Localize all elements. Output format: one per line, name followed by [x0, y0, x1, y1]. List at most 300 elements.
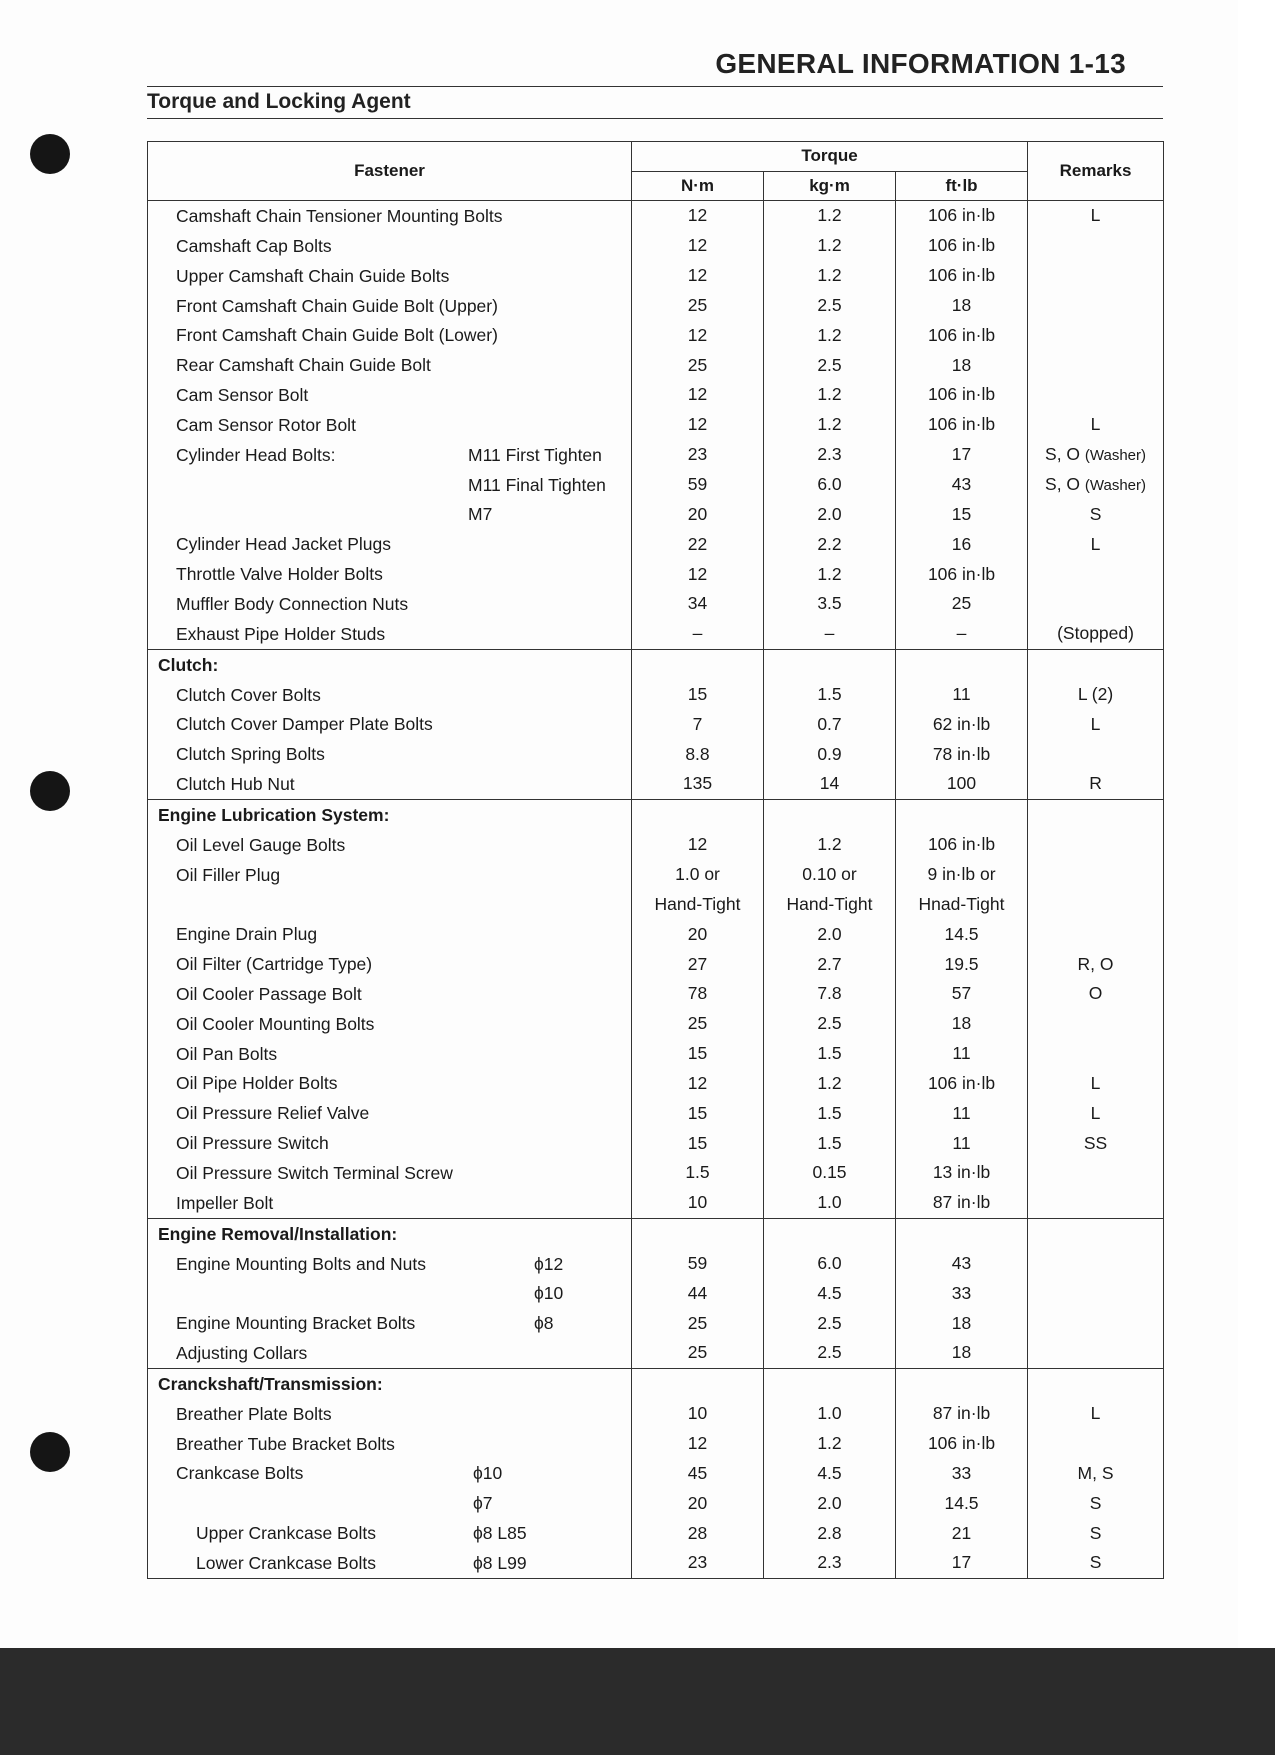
torque-kgm-cell: 1.2 [764, 1068, 896, 1098]
binder-hole [30, 1432, 70, 1472]
empty-cell [1028, 1218, 1164, 1248]
torque-kgm-cell: 2.5 [764, 1009, 896, 1039]
fastener-name: Exhaust Pipe Holder Studs [176, 623, 386, 644]
torque-ftlb-cell: 106 in·lb [896, 1068, 1028, 1098]
table-row [148, 1399, 1164, 1429]
table-row [148, 1429, 1164, 1459]
empty-cell [1028, 649, 1164, 679]
fastener-cell [148, 380, 632, 410]
empty-cell [632, 799, 764, 829]
fastener-name: Clutch Hub Nut [176, 774, 295, 795]
remarks-cell [1028, 889, 1164, 919]
torque-kgm-cell: 1.2 [764, 559, 896, 589]
fastener-name: Oil Filter (Cartridge Type) [176, 954, 373, 975]
empty-cell [764, 799, 896, 829]
remarks-cell [1028, 1158, 1164, 1188]
empty-cell [896, 649, 1028, 679]
remarks-cell [1028, 1009, 1164, 1039]
table-row [148, 380, 1164, 410]
torque-ftlb-cell: 106 in·lb [896, 201, 1028, 231]
empty-cell [632, 1218, 764, 1248]
table-row [148, 709, 1164, 739]
fastener-name: Camshaft Cap Bolts [176, 235, 332, 256]
torque-nm-cell: 12 [632, 231, 764, 261]
torque-ftlb-cell: – [896, 619, 1028, 649]
table-row [148, 231, 1164, 261]
torque-kgm-cell: 1.2 [764, 231, 896, 261]
table-row [148, 1128, 1164, 1158]
table-row [148, 1548, 1164, 1578]
torque-ftlb-cell: 106 in·lb [896, 380, 1028, 410]
torque-ftlb-cell: 18 [896, 350, 1028, 380]
table-row [148, 919, 1164, 949]
fastener-name: Oil Pressure Switch Terminal Screw [176, 1163, 453, 1183]
fastener-cell [148, 1399, 632, 1429]
table-row [148, 201, 1164, 231]
remarks-cell: R [1028, 769, 1164, 799]
header-kgm: kg·m [764, 171, 896, 201]
fastener-name: Oil Filler Plug [176, 864, 281, 885]
fastener-spec: M11 First Tighten [468, 444, 602, 465]
empty-cell [1028, 799, 1164, 829]
fastener-cell [148, 739, 632, 769]
torque-nm-cell: 12 [632, 410, 764, 440]
torque-kgm-cell: Hand-Tight [764, 889, 896, 919]
torque-nm-cell: 12 [632, 320, 764, 350]
table-row [148, 1068, 1164, 1098]
table-row [148, 291, 1164, 321]
torque-nm-cell: – [632, 619, 764, 649]
remarks-cell: S [1028, 1548, 1164, 1578]
fastener-cell [148, 619, 632, 649]
table-row [148, 1188, 1164, 1218]
remarks-cell [1028, 231, 1164, 261]
group-row [148, 649, 1164, 679]
remarks-cell [1028, 919, 1164, 949]
torque-kgm-cell: 2.0 [764, 499, 896, 529]
table-row [148, 830, 1164, 860]
table-row [148, 440, 1164, 470]
fastener-cell [148, 949, 632, 979]
fastener-name: Impeller Bolt [176, 1192, 274, 1213]
remarks-cell: L [1028, 1399, 1164, 1429]
torque-nm-cell: 12 [632, 559, 764, 589]
torque-kgm-cell: 2.3 [764, 1548, 896, 1578]
torque-kgm-cell: 2.5 [764, 1338, 896, 1368]
torque-ftlb-cell: 18 [896, 1009, 1028, 1039]
fastener-cell [148, 1039, 632, 1069]
table-row [148, 1098, 1164, 1128]
torque-nm-cell: 7 [632, 709, 764, 739]
fastener-cell [148, 799, 632, 829]
remarks-cell [1028, 860, 1164, 890]
remarks-cell [1028, 350, 1164, 380]
empty-cell [764, 1218, 896, 1248]
torque-ftlb-cell: 13 in·lb [896, 1158, 1028, 1188]
fastener-cell [148, 1158, 632, 1188]
remarks-cell [1028, 261, 1164, 291]
fastener-cell [148, 680, 632, 710]
section-divider [147, 118, 1163, 119]
table-row [148, 320, 1164, 350]
torque-kgm-cell: 1.2 [764, 320, 896, 350]
torque-kgm-cell: 2.8 [764, 1518, 896, 1548]
torque-ftlb-cell: 106 in·lb [896, 410, 1028, 440]
torque-kgm-cell: 0.15 [764, 1158, 896, 1188]
torque-nm-cell: Hand-Tight [632, 889, 764, 919]
torque-nm-cell: 12 [632, 201, 764, 231]
table-row [148, 589, 1164, 619]
fastener-cell [148, 1068, 632, 1098]
fastener-cell [148, 1098, 632, 1128]
torque-kgm-cell: 2.5 [764, 350, 896, 380]
torque-nm-cell: 20 [632, 1488, 764, 1518]
torque-ftlb-cell: 25 [896, 589, 1028, 619]
empty-cell [896, 799, 1028, 829]
torque-nm-cell: 8.8 [632, 739, 764, 769]
torque-nm-cell: 12 [632, 1068, 764, 1098]
torque-nm-cell: 34 [632, 589, 764, 619]
torque-ftlb-cell: 78 in·lb [896, 739, 1028, 769]
torque-ftlb-cell: 14.5 [896, 919, 1028, 949]
torque-ftlb-cell: Hnad-Tight [896, 889, 1028, 919]
torque-ftlb-cell: 106 in·lb [896, 261, 1028, 291]
torque-kgm-cell: 1.2 [764, 261, 896, 291]
torque-nm-cell: 15 [632, 1098, 764, 1128]
remarks-note: (Washer) [1084, 477, 1147, 495]
fastener-cell [148, 470, 632, 500]
fastener-name: Oil Level Gauge Bolts [176, 834, 346, 855]
fastener-spec: ϕ10 [534, 1283, 564, 1304]
fastener-name: Camshaft Chain Tensioner Mounting Bolts [176, 206, 503, 226]
torque-nm-cell: 25 [632, 1308, 764, 1338]
torque-ftlb-cell: 11 [896, 1039, 1028, 1069]
torque-nm-cell: 25 [632, 291, 764, 321]
torque-ftlb-cell: 87 in·lb [896, 1399, 1028, 1429]
fastener-cell [148, 1278, 632, 1308]
torque-ftlb-cell: 16 [896, 529, 1028, 559]
table-row [148, 410, 1164, 440]
torque-kgm-cell: 14 [764, 769, 896, 799]
fastener-cell [148, 1518, 632, 1548]
remarks-cell [1028, 739, 1164, 769]
table-row [148, 470, 1164, 500]
torque-kgm-cell: 2.2 [764, 529, 896, 559]
torque-nm-cell: 12 [632, 1429, 764, 1459]
torque-nm-cell: 25 [632, 350, 764, 380]
table-row [148, 1308, 1164, 1338]
remarks-cell [1028, 1308, 1164, 1338]
table-row [148, 1278, 1164, 1308]
fastener-name: Throttle Valve Holder Bolts [176, 564, 383, 585]
torque-ftlb-cell: 100 [896, 769, 1028, 799]
table-row [148, 979, 1164, 1009]
page-header-title: GENERAL INFORMATION 1-13 [715, 48, 1126, 79]
fastener-cell [148, 1368, 632, 1398]
torque-ftlb-cell: 106 in·lb [896, 1429, 1028, 1459]
torque-ftlb-cell: 15 [896, 499, 1028, 529]
torque-ftlb-cell: 43 [896, 470, 1028, 500]
empty-cell [764, 1368, 896, 1398]
torque-nm-cell: 25 [632, 1338, 764, 1368]
torque-ftlb-cell: 18 [896, 1308, 1028, 1338]
fastener-cell [148, 320, 632, 350]
remarks-note: (Washer) [1084, 447, 1147, 465]
fastener-name: Oil Pipe Holder Bolts [176, 1073, 338, 1094]
torque-ftlb-cell: 14.5 [896, 1488, 1028, 1518]
fastener-cell [148, 1548, 632, 1578]
table-row [148, 769, 1164, 799]
table-row [148, 1458, 1164, 1488]
torque-kgm-cell: 1.2 [764, 201, 896, 231]
empty-cell [896, 1218, 1028, 1248]
torque-kgm-cell: 4.5 [764, 1458, 896, 1488]
fastener-cell [148, 830, 632, 860]
table-row [148, 1009, 1164, 1039]
fastener-cell [148, 1128, 632, 1158]
torque-ftlb-cell: 19.5 [896, 949, 1028, 979]
fastener-cell [148, 979, 632, 1009]
fastener-name: Cam Sensor Bolt [176, 385, 309, 406]
fastener-spec: ϕ8 [534, 1313, 554, 1334]
fastener-cell [148, 649, 632, 679]
remarks-cell: L [1028, 201, 1164, 231]
fastener-name: Clutch Spring Bolts [176, 744, 325, 765]
table-row [148, 1039, 1164, 1069]
remarks-cell: L [1028, 410, 1164, 440]
remarks-cell: SS [1028, 1128, 1164, 1158]
remarks-cell: (Stopped) [1028, 619, 1164, 649]
fastener-cell [148, 529, 632, 559]
fastener-cell [148, 919, 632, 949]
torque-ftlb-cell: 17 [896, 440, 1028, 470]
empty-cell [1028, 1368, 1164, 1398]
fastener-name: Oil Cooler Passage Bolt [176, 983, 362, 1004]
remarks-cell [1028, 589, 1164, 619]
fastener-cell [148, 860, 632, 890]
torque-nm-cell: 1.5 [632, 1158, 764, 1188]
table-row [148, 1338, 1164, 1368]
header-divider [147, 86, 1163, 87]
fastener-name: Front Camshaft Chain Guide Bolt (Lower) [176, 325, 498, 346]
fastener-name: Cylinder Head Jacket Plugs [176, 534, 391, 555]
torque-nm-cell: 44 [632, 1278, 764, 1308]
table-row [148, 559, 1164, 589]
remarks-cell [1028, 1338, 1164, 1368]
torque-nm-cell: 12 [632, 261, 764, 291]
torque-nm-cell: 59 [632, 470, 764, 500]
torque-kgm-cell: 4.5 [764, 1278, 896, 1308]
fastener-cell [148, 261, 632, 291]
empty-cell [632, 649, 764, 679]
fastener-cell [148, 1308, 632, 1338]
fastener-spec: ϕ12 [534, 1253, 564, 1274]
torque-nm-cell: 10 [632, 1399, 764, 1429]
torque-nm-cell: 28 [632, 1518, 764, 1548]
remarks-cell [1028, 1278, 1164, 1308]
torque-kgm-cell: 1.5 [764, 1098, 896, 1128]
binder-hole [30, 134, 70, 174]
header-torque: Torque [632, 142, 1028, 172]
torque-kgm-cell: 0.10 or [764, 860, 896, 890]
torque-kgm-cell: 1.2 [764, 380, 896, 410]
fastener-spec: M7 [468, 504, 493, 525]
group-label: Engine Lubrication System: [158, 804, 390, 825]
group-row [148, 799, 1164, 829]
fastener-cell [148, 889, 632, 919]
group-label: Cranckshaft/Transmission: [158, 1373, 383, 1394]
fastener-name: Engine Drain Plug [176, 924, 318, 945]
fastener-cell [148, 709, 632, 739]
remarks-cell [1028, 1039, 1164, 1069]
fastener-name: Crankcase Bolts [176, 1463, 304, 1484]
group-row [148, 1218, 1164, 1248]
table-row [148, 1158, 1164, 1188]
torque-nm-cell: 15 [632, 1039, 764, 1069]
torque-kgm-cell: 6.0 [764, 470, 896, 500]
remarks-cell [1028, 830, 1164, 860]
torque-ftlb-cell: 62 in·lb [896, 709, 1028, 739]
fastener-cell [148, 410, 632, 440]
torque-kgm-cell: 2.5 [764, 291, 896, 321]
torque-nm-cell: 23 [632, 1548, 764, 1578]
torque-ftlb-cell: 57 [896, 979, 1028, 1009]
fastener-name: Breather Plate Bolts [176, 1403, 332, 1424]
torque-nm-cell: 22 [632, 529, 764, 559]
torque-kgm-cell: 2.3 [764, 440, 896, 470]
torque-kgm-cell: 3.5 [764, 589, 896, 619]
fastener-cell [148, 201, 632, 231]
torque-kgm-cell: 1.0 [764, 1188, 896, 1218]
fastener-name: Rear Camshaft Chain Guide Bolt [176, 355, 431, 376]
table-row [148, 1249, 1164, 1279]
fastener-name: Cam Sensor Rotor Bolt [176, 414, 356, 435]
torque-nm-cell: 20 [632, 919, 764, 949]
fastener-name: Lower Crankcase Bolts [196, 1552, 376, 1573]
remarks-cell: S [1028, 1488, 1164, 1518]
torque-nm-cell: 25 [632, 1009, 764, 1039]
fastener-name: Engine Mounting Bolts and Nuts [176, 1253, 427, 1274]
torque-nm-cell: 15 [632, 680, 764, 710]
remarks-cell: S [1028, 1518, 1164, 1548]
fastener-name: Engine Mounting Bracket Bolts [176, 1313, 416, 1334]
binder-hole [30, 771, 70, 811]
torque-ftlb-cell: 106 in·lb [896, 320, 1028, 350]
fastener-name: Cylinder Head Bolts: [176, 444, 336, 465]
remarks-cell [1028, 291, 1164, 321]
table-row [148, 860, 1164, 890]
table-row [148, 949, 1164, 979]
fastener-cell [148, 1338, 632, 1368]
remarks-cell: R, O [1028, 949, 1164, 979]
remarks-cell: M, S [1028, 1458, 1164, 1488]
fastener-name: Oil Pressure Relief Valve [176, 1103, 370, 1124]
header-fastener: Fastener [148, 142, 632, 201]
torque-kgm-cell: 1.5 [764, 1039, 896, 1069]
torque-kgm-cell: 0.7 [764, 709, 896, 739]
table-row [148, 499, 1164, 529]
torque-kgm-cell: 1.2 [764, 830, 896, 860]
fastener-spec: ϕ8 L85 [473, 1523, 527, 1544]
torque-nm-cell: 12 [632, 380, 764, 410]
table-row [148, 350, 1164, 380]
fastener-name: Upper Camshaft Chain Guide Bolts [176, 265, 450, 286]
remarks-cell [1028, 320, 1164, 350]
torque-kgm-cell: 1.0 [764, 1399, 896, 1429]
torque-kgm-cell: 6.0 [764, 1249, 896, 1279]
group-label: Clutch: [158, 654, 219, 675]
torque-nm-cell: 12 [632, 830, 764, 860]
torque-nm-cell: 27 [632, 949, 764, 979]
remarks-cell: L [1028, 709, 1164, 739]
fastener-spec: ϕ8 L99 [473, 1552, 527, 1573]
fastener-spec: ϕ10 [473, 1463, 503, 1484]
remarks-cell [1028, 1249, 1164, 1279]
remarks-cell: S [1028, 499, 1164, 529]
fastener-cell [148, 440, 632, 470]
empty-cell [632, 1368, 764, 1398]
table-row [148, 1488, 1164, 1518]
fastener-cell [148, 499, 632, 529]
header-nm: N·m [632, 171, 764, 201]
fastener-name: Muffler Body Connection Nuts [176, 593, 409, 614]
fastener-cell [148, 350, 632, 380]
torque-nm-cell: 45 [632, 1458, 764, 1488]
torque-kgm-cell: 1.2 [764, 410, 896, 440]
torque-ftlb-cell: 11 [896, 680, 1028, 710]
empty-cell [896, 1368, 1028, 1398]
scan-background [0, 1648, 1275, 1755]
torque-ftlb-cell: 33 [896, 1278, 1028, 1308]
fastener-cell [148, 589, 632, 619]
fastener-name: Oil Cooler Mounting Bolts [176, 1013, 375, 1034]
table-row [148, 261, 1164, 291]
table-row [148, 529, 1164, 559]
remarks-cell: L [1028, 1098, 1164, 1128]
torque-ftlb-cell: 21 [896, 1518, 1028, 1548]
group-row [148, 1368, 1164, 1398]
torque-kgm-cell: 1.5 [764, 680, 896, 710]
fastener-cell [148, 1488, 632, 1518]
torque-ftlb-cell: 18 [896, 1338, 1028, 1368]
header-remarks: Remarks [1028, 142, 1164, 201]
fastener-cell [148, 291, 632, 321]
remarks-cell: L (2) [1028, 680, 1164, 710]
torque-kgm-cell: 2.0 [764, 919, 896, 949]
torque-kgm-cell: 7.8 [764, 979, 896, 1009]
fastener-name: Clutch Cover Damper Plate Bolts [176, 714, 433, 735]
torque-kgm-cell: 1.2 [764, 1429, 896, 1459]
torque-nm-cell: 1.0 or [632, 860, 764, 890]
group-label: Engine Removal/Installation: [158, 1223, 398, 1244]
fastener-name: Upper Crankcase Bolts [196, 1523, 376, 1544]
remarks-cell [1028, 1429, 1164, 1459]
torque-kgm-cell: 0.9 [764, 739, 896, 769]
remarks-cell [1028, 1188, 1164, 1218]
remarks-cell: L [1028, 1068, 1164, 1098]
torque-nm-cell: 78 [632, 979, 764, 1009]
torque-nm-cell: 15 [632, 1128, 764, 1158]
fastener-cell [148, 1458, 632, 1488]
fastener-name: Oil Pressure Switch [176, 1133, 329, 1154]
fastener-cell [148, 1009, 632, 1039]
fastener-name: Front Camshaft Chain Guide Bolt (Upper) [176, 295, 498, 316]
fastener-cell [148, 1218, 632, 1248]
torque-nm-cell: 135 [632, 769, 764, 799]
torque-ftlb-cell: 11 [896, 1098, 1028, 1128]
torque-nm-cell: 10 [632, 1188, 764, 1218]
table-row [148, 889, 1164, 919]
